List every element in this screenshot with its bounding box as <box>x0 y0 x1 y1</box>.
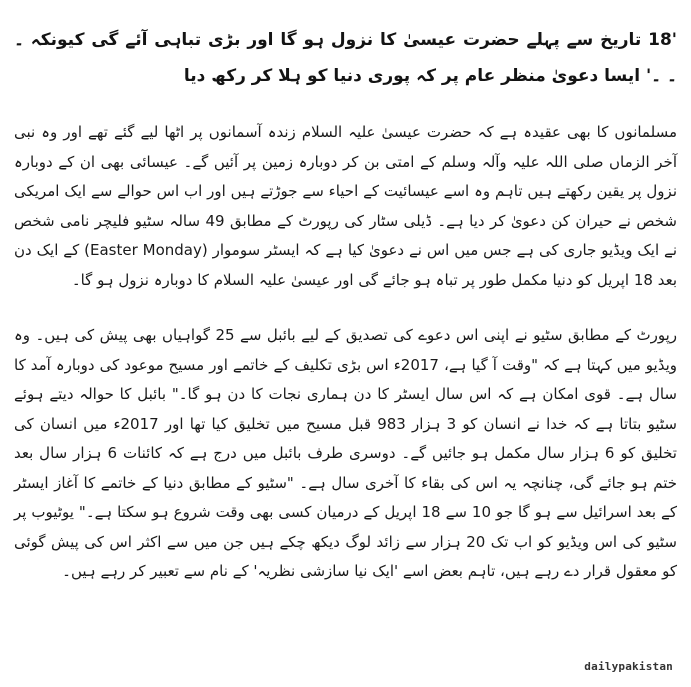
article-paragraph: مسلمانوں کا بھی عقیدہ ہے کہ حضرت عیسیٰ علیہ السلام زندہ آسمانوں پر اٹھا لیے گئے تھے اور وہ نبی آخر الزماں صلی اللہ علیہ وآلہ وسلم کے امتی بن کر دوبارہ زمین پر آئیں گے۔ عیسائی بھی ان کے دوبارہ نزول پر یقین رکھتے ہیں تاہم وہ اسے عیسائیت کے احیاء سے جوڑتے ہیں اور اب اس حوالے سے ایک امریکی شخص نے حیران کن دعویٰ کر دیا ہے۔ ڈیلی سٹار کی رپورٹ کے مطابق 49 سالہ سٹیو فلیچر نامی شخص نے ایک ویڈیو جاری کی ہے جس میں اس نے دعویٰ کیا ہے کہ ایسٹر سوموار (Easter Monday) کے ایک دن بعد 18 اپریل کو دنیا مکمل طور پر تباہ ہو جائے گی اور عیسیٰ علیہ السلام کا دوبارہ نزول ہو گا۔ <box>14 123 677 289</box>
article-paragraph: رپورٹ کے مطابق سٹیو نے اپنی اس دعوے کی تصدیق کے لیے بائبل سے 25 گواہیاں بھی پیش کی ہیں۔ وہ ویڈیو میں کہتا ہے کہ "وقت آ گیا ہے، 2017ء اس بڑی تکلیف کے خاتمے اور مسیح موعود کی دوبارہ آمد کا سال ہے۔ قوی امکان ہے کہ اس سال ایسٹر کا دن ہماری نجات کا دن ہو گا۔" بائبل کا حوالہ دیتے ہوئے سٹیو بتاتا ہے کہ خدا نے انسان کو 3 ہزار 983 قبل مسیح میں تخلیق کیا تھا اور 2017ء میں انسان کی تخلیق کو 6 ہزار سال مکمل ہو جائیں گے۔ دوسری طرف بائبل میں درج ہے کہ کائنات 6 ہزار سال بعد ختم ہو جائے گی، چنانچہ یہ اس کی بقاء کا آخری سال ہے۔ "سٹیو کے مطابق دنیا کے خاتمے کا آغاز ایسٹر کے بعد اسرائیل سے ہو گا جو 10 سے 18 اپریل کے درمیان کسی بھی وقت شروع ہو سکتا ہے۔" یوٹیوب پر سٹیو کی اس ویڈیو کو اب تک 20 ہزار سے زائد لوگ دیکھ چکے ہیں جن میں سے اکثر اس کی پیش گوئی کو معقول قرار دے رہے ہیں، تاہم بعض اسے 'ایک نیا سازشی نظریہ' کے نام سے تعبیر کر رہے ہیں۔ <box>14 326 678 580</box>
article-headline: '18 تاریخ سے پہلے حضرت عیسیٰ کا نزول ہو گا اور بڑی تباہی آئے گی کیونکہ ۔ ۔ ۔' ایسا دعویٰ منظر عام پر کہ پوری دنیا کو ہلا کر رکھ دیا <box>14 30 677 86</box>
source-watermark: dailypakistan <box>584 660 673 673</box>
